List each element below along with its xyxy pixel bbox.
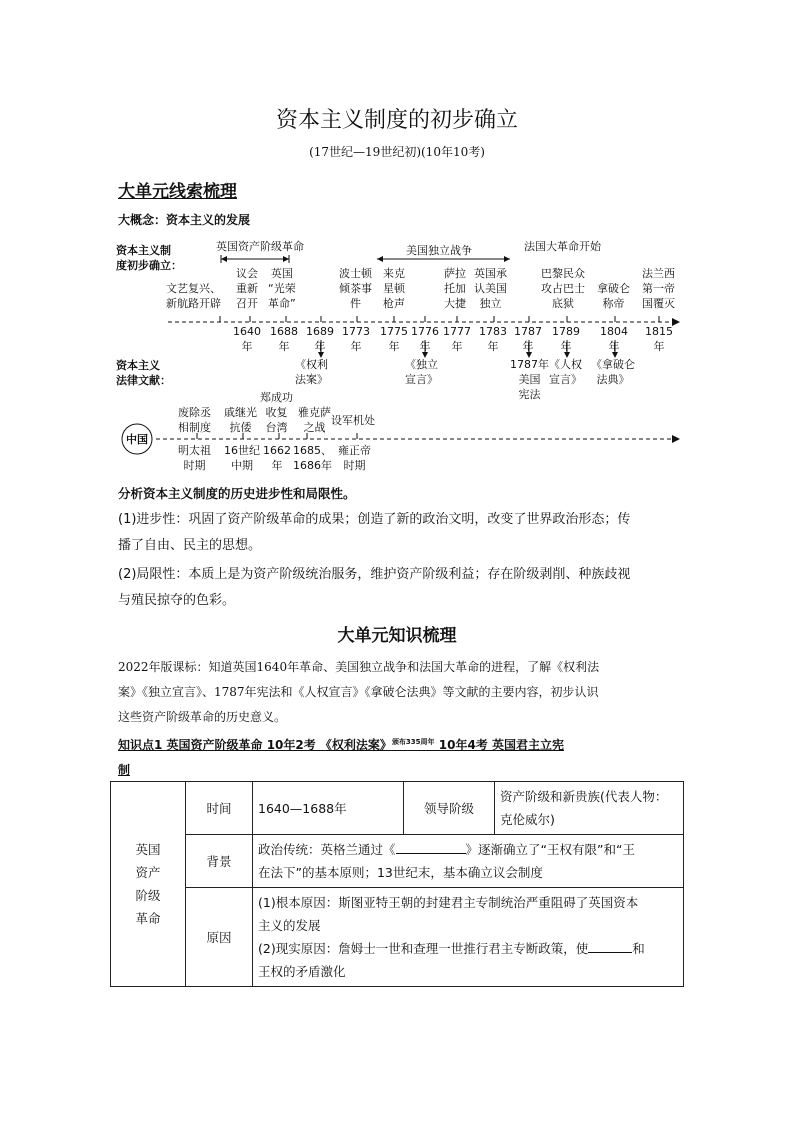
blank-class bbox=[588, 940, 632, 953]
doc-declaration-independence: 《独立 宣言》 bbox=[405, 358, 438, 386]
year-1640: 1640 年 bbox=[233, 325, 261, 353]
section-heading-knowledge: 大单元知识梳理 bbox=[337, 626, 457, 646]
year-1689: 1689 年 bbox=[306, 325, 334, 353]
section-heading-clues: 大单元线索梳理 bbox=[118, 182, 237, 202]
analysis-progress-cont: 播了自由、民主的思想。 bbox=[118, 538, 262, 553]
china-event-abolish-chancellor: 废除丞 相制度 bbox=[178, 406, 211, 434]
analysis-question: 分析资本主义制度的历史进步性和局限性。 bbox=[118, 486, 356, 501]
curriculum-standard-line2: 案》《独立宣言》、1787年宪法和《人权宣言》《拿破仑法典》等文献的主要内容，初步认识 bbox=[118, 685, 599, 699]
event-renaissance: 文艺复兴、 新航路开辟 bbox=[166, 282, 221, 310]
year-1776: 1776 年 bbox=[411, 325, 439, 353]
doc-1787-constitution: 1787年 美国 宪法 bbox=[510, 358, 549, 401]
event-storming-bastille: 巴黎民众 攻占巴士 底狱 bbox=[541, 267, 585, 310]
year-1804: 1804 年 bbox=[600, 325, 628, 353]
event-first-empire-fall: 法兰西 第一帝 国覆灭 bbox=[642, 267, 675, 310]
knowledge-table bbox=[110, 781, 684, 987]
event-britain-recognizes-us: 英国承 认美国 独立 bbox=[474, 267, 507, 310]
year-1787: 1787 年 bbox=[514, 325, 542, 353]
event-napoleon-emperor: 拿破仑 称帝 bbox=[597, 282, 630, 310]
timeline-row-label-legal: 资本主义 法律文献： bbox=[116, 359, 171, 387]
time-value: 1640—1688年 bbox=[253, 782, 404, 835]
page-subtitle: (17世纪—19世纪初)(10年10考) bbox=[309, 145, 485, 159]
span-label-english-revolution: 英国资产阶级革命 bbox=[216, 240, 304, 253]
event-lexington-shots: 来克 星顿 枪声 bbox=[383, 267, 405, 310]
blank-document bbox=[396, 841, 466, 854]
year-1815: 1815 年 bbox=[645, 325, 673, 353]
china-event-yaksa: 雅克萨 之战 bbox=[298, 406, 331, 434]
event-saratoga-victory: 萨拉 托加 大捷 bbox=[444, 267, 466, 310]
doc-napoleonic-code: 《拿破仑 法典》 bbox=[591, 358, 635, 386]
doc-bill-of-rights: 《权利 法案》 bbox=[295, 358, 328, 386]
event-glorious-revolution: 英国 “光荣 革命” bbox=[268, 267, 296, 310]
year-1688: 1688 年 bbox=[270, 325, 298, 353]
china-period-1662: 1662 年 bbox=[263, 444, 291, 472]
year-1783: 1783 年 bbox=[479, 325, 507, 353]
china-period-yongzheng: 雍正帝 时期 bbox=[338, 444, 371, 472]
background-label: 背景 bbox=[186, 835, 253, 888]
year-1789: 1789 年 bbox=[552, 325, 580, 353]
analysis-limitation: (2)局限性：本质上是为资产阶级统治服务，维护资产阶级利益；存在阶级剥削、种族歧视 bbox=[118, 567, 631, 582]
cause-content: (1)根本原因：斯图亚特王朝的封建君主专制统治严重阻碍了英国资本 主义的发展 (2)现实原因：詹姆士一世和查理一世推行君主专断政策，使 和 王权的矛盾激化 bbox=[253, 888, 684, 987]
curriculum-standard-line3: 这些资产阶级革命的历史意义。 bbox=[118, 710, 287, 724]
background-content: 政治传统：英格兰通过《 》逐渐确立了“王权有限”和“王 在法下”的基本原则；13世纪末，基本确立议会制度 bbox=[253, 835, 684, 888]
china-label: 中国 bbox=[126, 433, 148, 446]
timeline-graphic bbox=[0, 0, 794, 500]
china-event-qi-jiguang: 戚继光 抗倭 bbox=[224, 406, 257, 434]
china-period-1685: 1685、 1686年 bbox=[293, 444, 332, 472]
china-period-hongwu: 明太祖 时期 bbox=[178, 444, 211, 472]
knowledge-point-title-cont: 制 bbox=[118, 763, 131, 777]
span-label-american-war: 美国独立战争 bbox=[406, 244, 472, 257]
analysis-limitation-cont: 与殖民掠夺的色彩。 bbox=[118, 593, 236, 608]
big-concept: 大概念：资本主义的发展 bbox=[118, 213, 251, 227]
label-french-revolution-start: 法国大革命开始 bbox=[524, 240, 601, 253]
year-1777: 1777 年 bbox=[443, 325, 471, 353]
curriculum-standard-line1: 2022年版课标：知道英国1640年革命、美国独立战争和法国大革命的进程，了解《权利法 bbox=[118, 660, 600, 674]
knowledge-point-title: 知识点1 英国资产阶级革命 10年2考 《权利法案》$^{颁布335周年}$ 10年4考 英国君主立宪 bbox=[118, 738, 564, 752]
page-title: 资本主义制度的初步确立 bbox=[275, 108, 518, 133]
leader-label: 领导阶级 bbox=[404, 782, 495, 835]
year-1775: 1775 年 bbox=[380, 325, 408, 353]
china-period-16th-century: 16世纪 中期 bbox=[224, 444, 260, 472]
china-event-grand-council: 设军机处 bbox=[331, 414, 375, 427]
analysis-progress: (1)进步性：巩固了资产阶级革命的成果；创造了新的政治文明，改变了世界政治形态；传 bbox=[118, 512, 631, 527]
event-boston-tea-party: 波士顿 倾茶事 件 bbox=[339, 267, 372, 310]
leader-value: 资产阶级和新贵族(代表人物： 克伦威尔) bbox=[495, 782, 684, 835]
china-event-zheng-chenggong: 郑成功 收复 台湾 bbox=[260, 391, 293, 434]
doc-rights-of-man: 《人权 宣言》 bbox=[549, 358, 582, 386]
timeline-row-label-capitalism: 资本主义制 度初步确立： bbox=[116, 244, 182, 272]
cause-label: 原因 bbox=[186, 888, 253, 987]
time-label: 时间 bbox=[186, 782, 253, 835]
table-row-header: 英国 资产 阶级 革命 bbox=[111, 782, 186, 987]
year-1773: 1773 年 bbox=[342, 325, 370, 353]
event-parliament-reconvened: 议会 重新 召开 bbox=[236, 267, 258, 310]
